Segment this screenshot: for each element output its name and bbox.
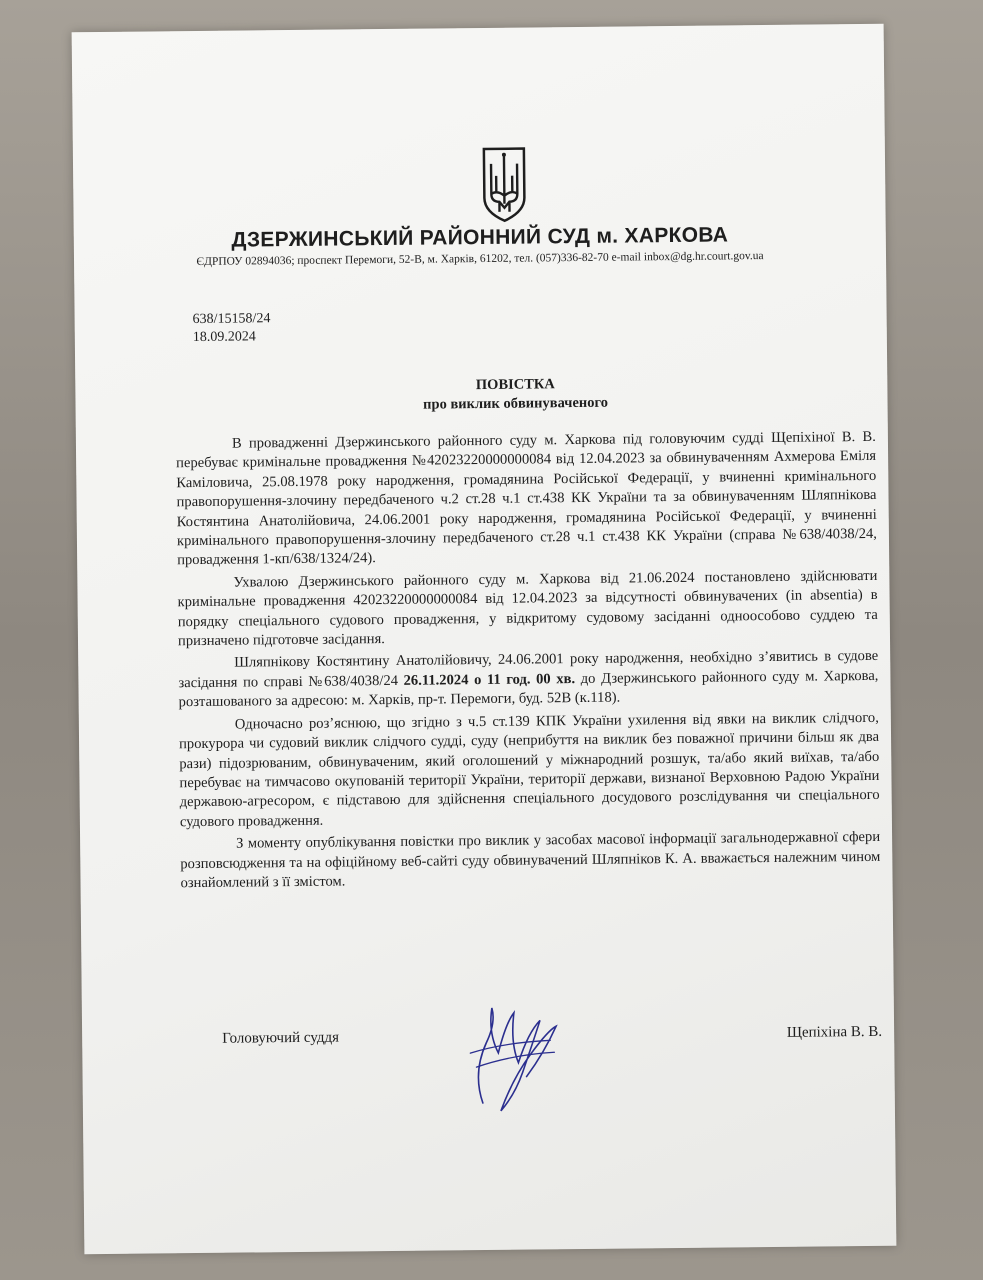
hearing-datetime: 26.11.2024 о 11 год. 00 хв. <box>403 670 576 689</box>
reference-date: 18.09.2024 <box>192 329 256 346</box>
document-title <box>75 371 955 418</box>
document-body <box>176 428 881 897</box>
paragraph-3 <box>178 647 879 713</box>
handwritten-signature <box>452 982 573 1123</box>
paragraph-3-start: Шляпнікову Костянтину Анатолійовичу, 24.06.2001 року народження, необхідно з’явитись в судове засідання по справі №638/4038/24 <box>178 648 879 692</box>
title-main: ПОВІСТКА <box>475 376 555 394</box>
paragraph-5: З моменту опублікування повістки про виклик у засобах масової інформації загальнодержавної сфери розповсюдження та на офіційному веб-сайті суду обвинувачений Шляпніков К. А. вважається належним чином ознайомлений з її змістом. <box>180 828 881 892</box>
signer-name: Щепіхіна В. В. <box>786 1023 883 1041</box>
reference-block <box>193 310 271 347</box>
paragraph-4: Одночасно роз’яснюю, що згідно з ч.5 ст.139 КПК України ухилення від явки на виклик слідчого, прокурора чи судовий виклик слідчого судді, суду (неприбуття на виклик без поважної причини більш як два рази) підозрюваним, обвинуваченим, який оголошений у міжнародний розшук, та/або який виїхав, та/або перебуває на тимчасово окупованій території України, території держави, визнаної Верховною Радою України державою-агресором, є підставою для здійснення спеціального досудового розслідування чи спеціального судового провадження. <box>179 709 880 830</box>
ukraine-coat-of-arms-icon <box>481 146 528 224</box>
summons-document <box>72 24 897 1254</box>
paragraph-3-end: до Дзержинського районного суду м. Харкова, розташованого за адресою: м. Харків, пр-т. Перемоги, буд. 52В (к.118). <box>178 667 879 711</box>
paragraph-1: В провадженні Дзержинського районного суду м. Харкова під головуючим судді Щепіхіної В. В. перебуває кримінальне провадження №42023220000000084 від 12.04.2023 за обвинуваченням Ахмерова Еміля Каміловича, 25.08.1978 року народження, громадянина Російської Федерації, у вчиненні кримінального правопорушення-злочину передбаченого ч.2 ст.28 ч.1 ст.438 КК України та за обвинуваченням Шляпнікова Костянтина Анатолійовича, 24.06.2001 року народження, громадянина Російської Федерації, у вчиненні кримінального правопорушення-злочину передбаченого ст.28 ч.1 ст.438 КК України (справа №638/4038/24, провадження 1-кп/638/1324/24). <box>176 428 878 569</box>
signer-role: Головуючий суддя <box>222 1029 340 1047</box>
court-contacts: ЄДРПОУ 02894036; проспект Перемоги, 52-В, м. Харків, 61202, тел. (057)336-82-70 e-mail inbox@dg.hr.court.gov.ua <box>196 250 764 268</box>
court-name: ДЗЕРЖИНСЬКИЙ РАЙОННИЙ СУД м. ХАРКОВА <box>231 223 729 252</box>
reference-number: 638/15158/24 <box>192 311 271 328</box>
title-sub: про виклик обвинуваченого <box>423 394 609 413</box>
paragraph-2: Ухвалою Дзержинського районного суду м. Харкова від 21.06.2024 постановлено здійснювати кримінальне провадження 42023220000000084 від 12.04.2023 за відсутності обвинувачених (in absentia) в порядку спеціального судового провадження, у відкритому судовому засіданні одноособово суддею та призначено підготовче засідання. <box>177 567 878 650</box>
